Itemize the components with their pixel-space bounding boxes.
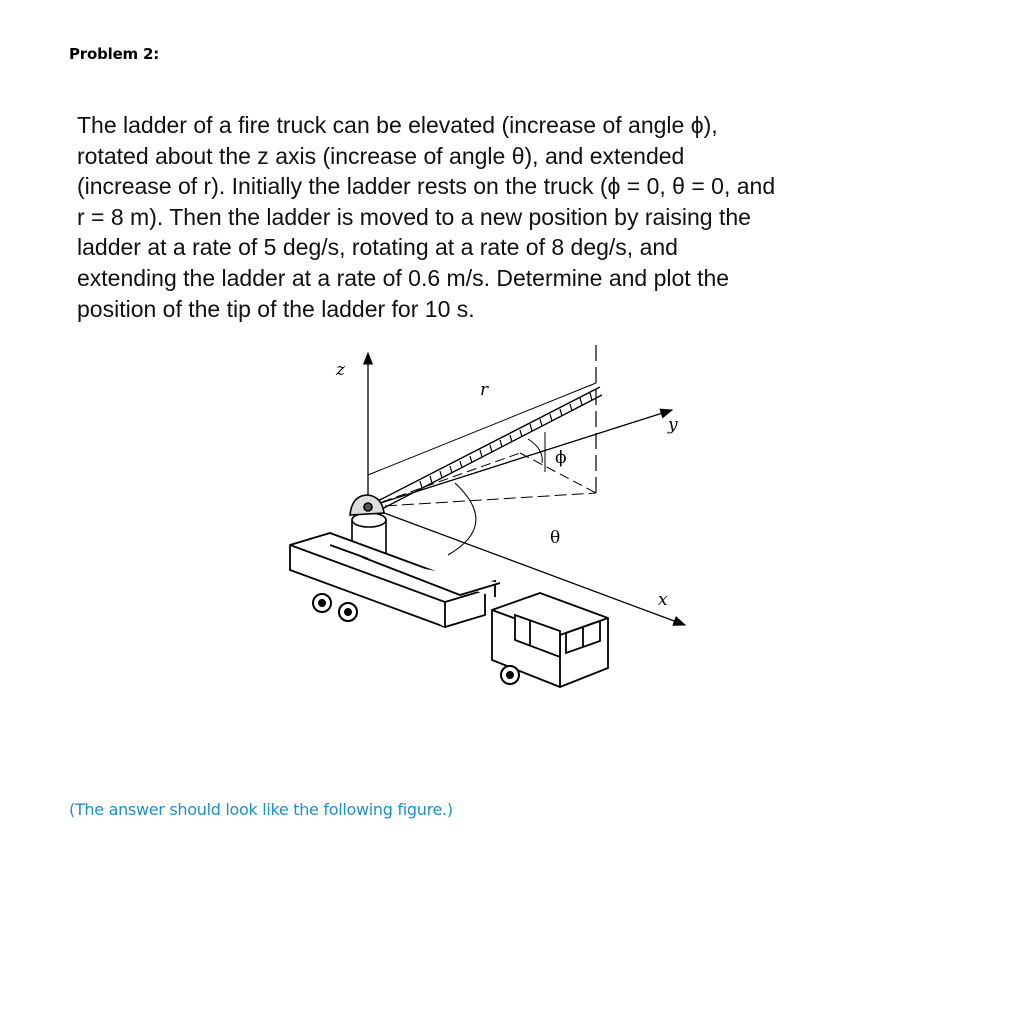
problem-line: r = 8 m). Then the ladder is moved to a new position by raising the <box>77 203 751 230</box>
phi-label: ϕ <box>555 448 567 468</box>
phi-arc <box>528 439 542 463</box>
theta-arc <box>448 483 476 555</box>
y-axis-label: y <box>668 415 678 435</box>
problem-line: The ladder of a fire truck can be elevated (increase of angle ϕ), <box>77 112 718 138</box>
problem-line: ladder at a rate of 5 deg/s, rotating at a rate of 8 deg/s, and <box>77 234 678 261</box>
rear-wheels <box>313 594 357 621</box>
problem-line: (increase of r). Initially the ladder rests on the truck (ϕ = 0, θ = 0, and <box>77 173 776 200</box>
theta-label: θ <box>550 528 561 548</box>
front-wheel <box>501 666 519 684</box>
r-label: r <box>480 380 489 400</box>
fire-truck-diagram <box>270 335 710 715</box>
problem-statement <box>77 110 897 324</box>
problem-heading: Problem 2: <box>69 45 160 63</box>
problem-line: rotated about the z axis (increase of angle θ), and extended <box>77 142 685 169</box>
x-axis-label: x <box>658 590 668 610</box>
problem-line: extending the ladder at a rate of 0.6 m/s. Determine and plot the <box>77 264 730 291</box>
fire-truck-figure <box>270 335 710 715</box>
z-axis-label: z <box>336 360 345 380</box>
problem-line: position of the tip of the ladder for 10 s. <box>77 295 475 322</box>
answer-note: (The answer should look like the following figure.) <box>69 800 453 819</box>
